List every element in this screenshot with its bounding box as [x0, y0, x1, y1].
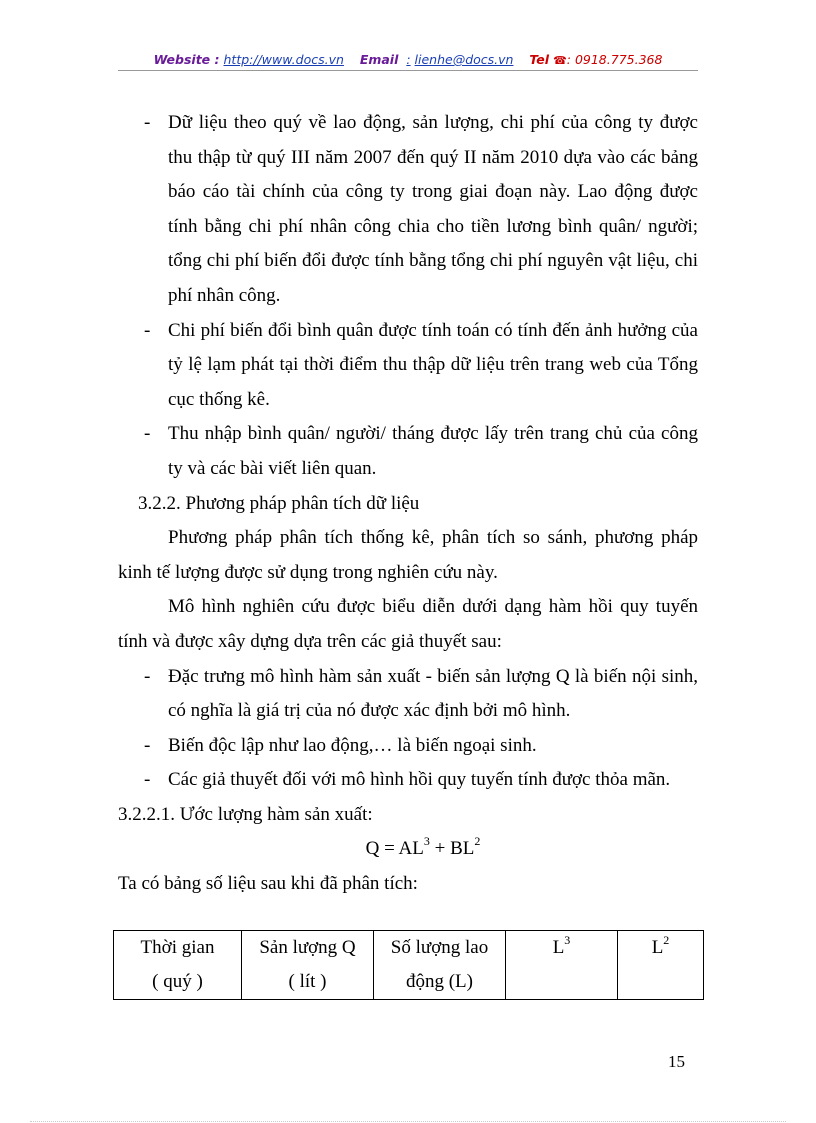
header-line: Số lượng lao [390, 937, 489, 958]
formula-exponent: 3 [423, 834, 430, 849]
table-header-cell [114, 931, 242, 1000]
list-item-text: Đặc trưng mô hình hàm sản xuất - biến sản lượng Q là biến nội sinh, có nghĩa là giá trị của nó được xác định bởi mô hình. [168, 665, 698, 722]
bullet-dash: - [144, 423, 151, 445]
header-divider [118, 70, 698, 71]
website-link[interactable]: http://www.docs.vn [223, 52, 344, 67]
header-base: L [651, 937, 664, 958]
header-exponent: 3 [564, 932, 571, 947]
list-item-text: Chi phí biến đổi bình quân được tính toán có tính đến ảnh hưởng của tỷ lệ lạm phát tại thời điểm thu thập dữ liệu trên trang web của Tổng cục thống kê. [168, 319, 698, 410]
list-item [118, 763, 698, 798]
tel-label: Tel [529, 52, 550, 67]
table-header-cell [242, 931, 374, 1000]
phone-icon: ☎ [553, 54, 567, 67]
list-item [118, 106, 698, 314]
list-item [118, 417, 698, 486]
list-item [118, 314, 698, 418]
bullet-dash: - [144, 112, 151, 133]
header-line: động (L) [405, 971, 473, 992]
header-line: Thời gian [140, 937, 215, 958]
header-line: ( quý ) [152, 971, 203, 992]
table-header-cell [506, 931, 618, 1000]
page-number: 15 [668, 1052, 685, 1071]
section-heading: 3.2.2. Phương pháp phân tích dữ liệu [138, 492, 420, 514]
bullet-dash: - [144, 665, 151, 687]
page-header [118, 52, 698, 67]
email-separator: : [406, 52, 411, 67]
formula-exponent: 2 [474, 834, 481, 849]
paragraph: Mô hình nghiên cứu được biểu diễn dưới dạng hàm hồi quy tuyến tính và được xây dựng dựa trên các giả thuyết sau: [118, 596, 698, 652]
list-item-text: Dữ liệu theo quý về lao động, sản lượng, chi phí của công ty được thu thập từ quý III năm 2007 đến quý II năm 2010 dựa vào các bảng báo cáo tài chính của công ty trong giai đoạn này. Lao động được tính bằng chi phí nhân công chia cho tiền lương bình quân/ người; tổng chi phí biến đổi được tính bằng tổng chi phí nguyên vật liệu, chi phí nhân công. [168, 112, 698, 306]
formula-term: + BL [429, 838, 475, 860]
phone-number: : 0918.775.368 [566, 52, 663, 67]
website-label: Website : [153, 52, 220, 67]
document-body [118, 106, 698, 902]
table-intro: Ta có bảng số liệu sau khi đã phân tích: [118, 873, 418, 895]
list-item-text: Các giả thuyết đối với mô hình hồi quy tuyến tính được thỏa mãn. [168, 769, 671, 791]
header-line: ( lít ) [288, 971, 327, 992]
formula-lhs: Q = AL [365, 838, 424, 860]
formula [118, 832, 698, 867]
subsection-heading: 3.2.2.1. Ước lượng hàm sản xuất: [118, 803, 373, 825]
table-header-cell [374, 931, 506, 1000]
header-exponent: 2 [663, 932, 670, 947]
list-item-text: Biến độc lập như lao động,… là biến ngoại sinh. [168, 734, 537, 756]
paragraph: Phương pháp phân tích thống kê, phân tích so sánh, phương pháp kinh tế lượng được sử dụng trong nghiên cứu này. [118, 527, 698, 583]
table-header-cell [618, 931, 704, 1000]
email-label: Email [359, 52, 399, 67]
list-item [118, 729, 698, 764]
bullet-dash: - [144, 734, 151, 756]
bullet-dash: - [144, 769, 151, 791]
email-link[interactable]: lienhe@docs.vn [414, 52, 514, 67]
table-header-row [114, 931, 704, 1000]
data-table [113, 930, 704, 1000]
header-base: L [552, 937, 565, 958]
list-item [118, 660, 698, 729]
footer-divider [30, 1121, 786, 1122]
bullet-dash: - [144, 319, 151, 341]
list-item-text: Thu nhập bình quân/ người/ tháng được lấy trên trang chủ của công ty và các bài viết liên quan. [168, 423, 698, 479]
header-line: Sản lượng Q [259, 937, 356, 958]
